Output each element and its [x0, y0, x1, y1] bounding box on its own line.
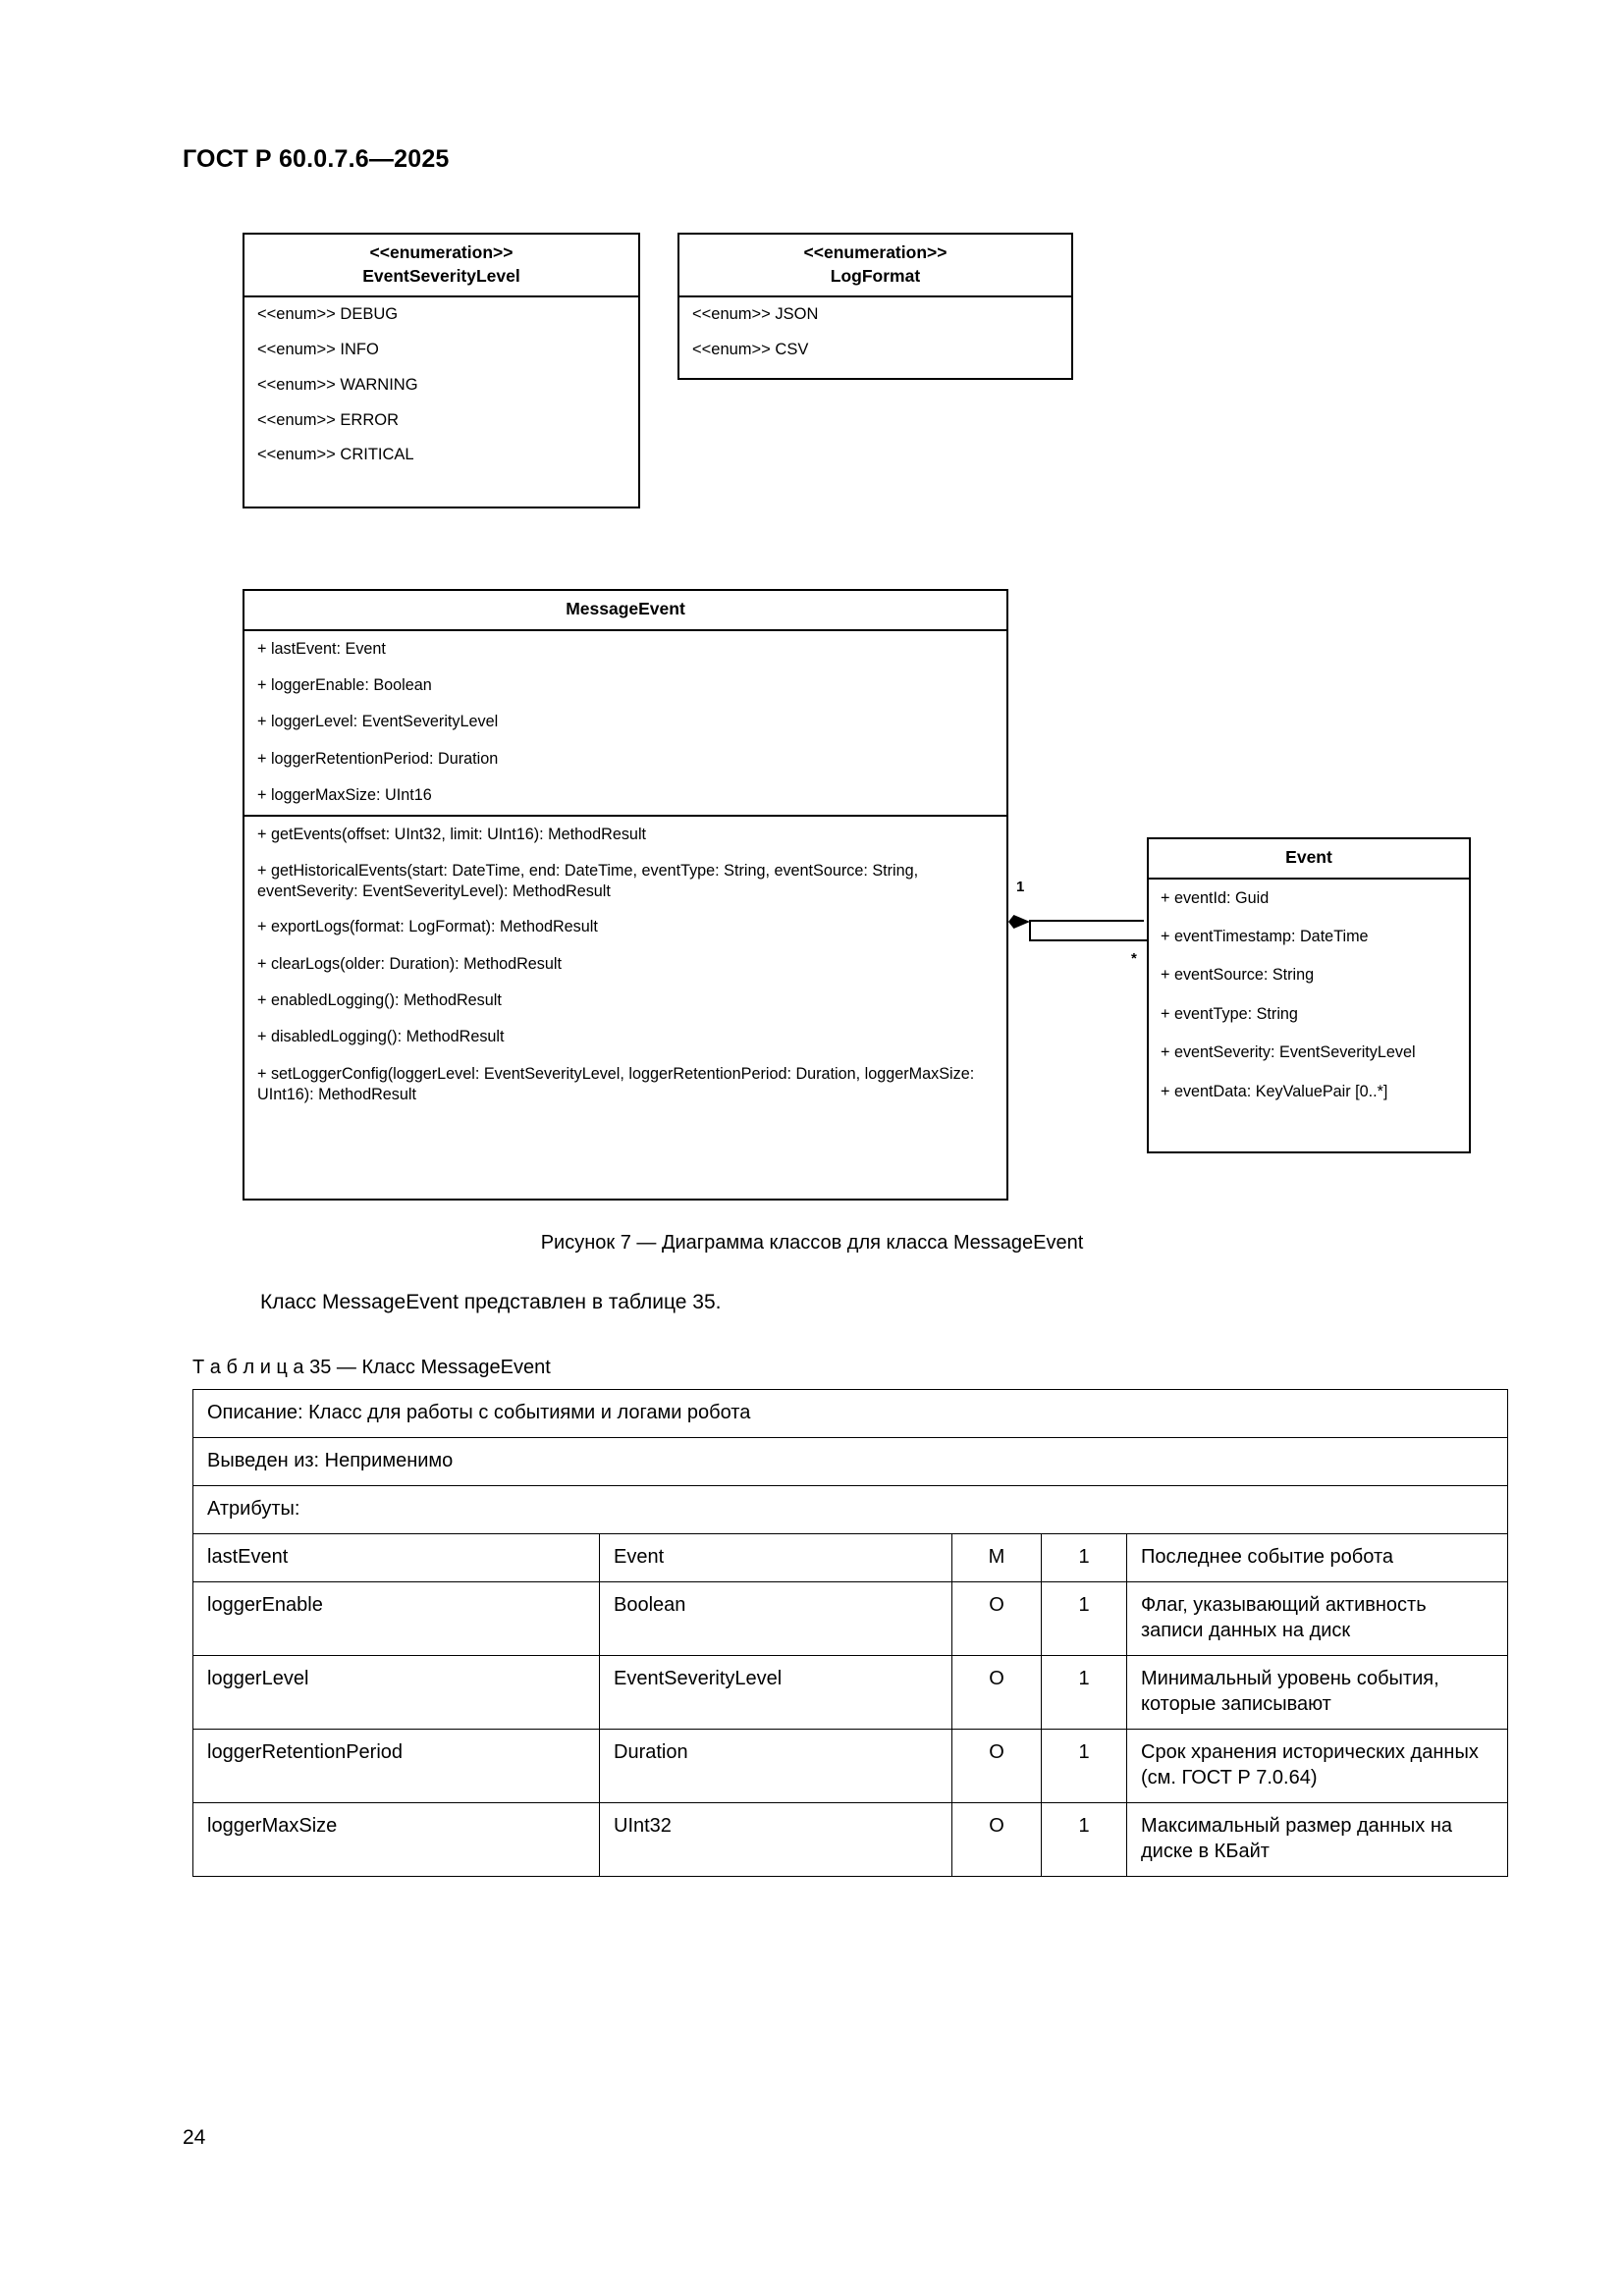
table-row-attributes-header: [193, 1486, 1508, 1534]
table-cell-description: Максимальный размер данных на диске в КБайт: [1127, 1803, 1508, 1877]
table-row: [193, 1656, 1508, 1730]
table-cell-name: loggerRetentionPeriod: [193, 1730, 600, 1803]
table-cell-mo: M: [952, 1534, 1042, 1582]
table-cell-type: UInt32: [600, 1803, 952, 1877]
uml-class-attributes: [1149, 880, 1469, 1111]
table-row: [193, 1582, 1508, 1656]
uml-attribute: + eventTimestamp: DateTime: [1161, 928, 1369, 945]
table-cell-mo: O: [952, 1730, 1042, 1803]
uml-attribute: + loggerRetentionPeriod: Duration: [257, 749, 499, 768]
uml-operation: + setLoggerConfig(loggerLevel: EventSeverityLevel, loggerRetentionPeriod: Duration, loggerMaxSize: UInt16): MethodResult: [257, 1064, 975, 1103]
uml-attribute: + loggerLevel: EventSeverityLevel: [257, 713, 499, 731]
uml-attribute: + lastEvent: Event: [257, 639, 386, 658]
table-cell-cardinality: 1: [1042, 1656, 1127, 1730]
uml-class-messageevent: [243, 589, 1008, 1201]
intro-paragraph: Класс MessageEvent представлен в таблице 35.: [260, 1291, 722, 1313]
uml-enum-literal: <<enum>> WARNING: [257, 375, 418, 394]
uml-association-line-lower: [1029, 939, 1147, 941]
uml-enum-name: EventSeverityLevel: [362, 265, 520, 286]
uml-class-event-title: Event: [1149, 839, 1469, 880]
class-attributes-table: [192, 1389, 1508, 1877]
uml-enum-literal: <<enum>> JSON: [692, 305, 819, 324]
table-cell-type: Boolean: [600, 1582, 952, 1656]
uml-class-operations: [244, 815, 1006, 1113]
uml-enum-literal: <<enum>> CSV: [692, 341, 809, 359]
table-cell-description: Последнее событие робота: [1127, 1534, 1508, 1582]
uml-stereotype: <<enumeration>>: [803, 242, 947, 262]
uml-class-messageevent-title: MessageEvent: [244, 591, 1006, 631]
uml-attribute: + eventData: KeyValuePair [0..*]: [1161, 1082, 1388, 1100]
table-row: [193, 1534, 1508, 1582]
table-cell-mo: O: [952, 1656, 1042, 1730]
uml-operation: + getEvents(offset: UInt32, limit: UInt16): MethodResult: [257, 825, 647, 843]
table-row-derived: [193, 1438, 1508, 1486]
uml-attribute: + loggerMaxSize: UInt16: [257, 786, 432, 805]
table-cell-name: loggerEnable: [193, 1582, 600, 1656]
uml-enum-logformat-title: [679, 235, 1071, 297]
uml-multiplicity-source: 1: [1016, 879, 1025, 895]
uml-association-line: [1029, 920, 1144, 922]
table-cell-cardinality: 1: [1042, 1803, 1127, 1877]
uml-operation: + disabledLogging(): MethodResult: [257, 1028, 505, 1046]
table-cell-mo: O: [952, 1803, 1042, 1877]
uml-operation: + getHistoricalEvents(start: DateTime, end: DateTime, eventType: String, eventSource: String, eventSeverity: EventSeverityLevel): MethodResult: [257, 861, 919, 900]
table-cell-name: loggerLevel: [193, 1656, 600, 1730]
uml-attribute: + eventSource: String: [1161, 966, 1315, 985]
uml-multiplicity-target: *: [1131, 950, 1137, 967]
uml-operation: + enabledLogging(): MethodResult: [257, 991, 502, 1010]
table-cell-type: Duration: [600, 1730, 952, 1803]
table-cell-name: lastEvent: [193, 1534, 600, 1582]
table-row-description: [193, 1390, 1508, 1438]
uml-attribute: + loggerEnable: Boolean: [257, 676, 432, 694]
document-header: ГОСТ Р 60.0.7.6—2025: [183, 145, 450, 173]
table-cell-description: Флаг, указывающий активность записи данных на диск: [1127, 1582, 1508, 1656]
uml-attribute: + eventType: String: [1161, 1004, 1298, 1023]
uml-enum-literal: <<enum>> CRITICAL: [257, 446, 414, 464]
uml-enum-literals: [244, 297, 638, 473]
table-cell-mo: O: [952, 1582, 1042, 1656]
table-cell-type: EventSeverityLevel: [600, 1656, 952, 1730]
table-cell-description: Срок хранения исторических данных (см. ГОСТ Р 7.0.64): [1127, 1730, 1508, 1803]
uml-enum-logformat: [677, 233, 1073, 380]
uml-composition-diamond-icon: [1008, 915, 1030, 929]
uml-enum-literal: <<enum>> INFO: [257, 341, 379, 359]
uml-enum-name: LogFormat: [830, 265, 921, 286]
table-row: [193, 1730, 1508, 1803]
uml-enum-eventseveritylevel: [243, 233, 640, 508]
uml-association-line-vertical: [1029, 920, 1031, 941]
uml-operation: + clearLogs(older: Duration): MethodResult: [257, 954, 562, 973]
table-cell-description: Описание: Класс для работы с событиями и логами робота: [193, 1390, 1508, 1438]
uml-enum-literal: <<enum>> DEBUG: [257, 305, 399, 324]
uml-class-attributes: [244, 631, 1006, 815]
uml-enum-literal: <<enum>> ERROR: [257, 410, 399, 429]
uml-operation: + exportLogs(format: LogFormat): MethodResult: [257, 918, 598, 936]
table-cell-attributes-label: Атрибуты:: [193, 1486, 1508, 1534]
table-row: [193, 1803, 1508, 1877]
figure-caption: Рисунок 7 — Диаграмма классов для класса MessageEvent: [540, 1232, 1084, 1254]
uml-enum-literals: [679, 297, 1071, 368]
page-number: 24: [183, 2126, 206, 2149]
table-cell-cardinality: 1: [1042, 1582, 1127, 1656]
uml-class-event: [1147, 837, 1471, 1153]
uml-attribute: + eventId: Guid: [1161, 888, 1270, 907]
table-cell-derived: Выведен из: Неприменимо: [193, 1438, 1508, 1486]
uml-attribute: + eventSeverity: EventSeverityLevel: [1161, 1043, 1416, 1062]
uml-enum-eventseveritylevel-title: [244, 235, 638, 297]
table-cell-type: Event: [600, 1534, 952, 1582]
table-cell-cardinality: 1: [1042, 1730, 1127, 1803]
table-cell-description: Минимальный уровень события, которые записывают: [1127, 1656, 1508, 1730]
table-cell-name: loggerMaxSize: [193, 1803, 600, 1877]
uml-stereotype: <<enumeration>>: [369, 242, 514, 262]
table-cell-cardinality: 1: [1042, 1534, 1127, 1582]
table-caption: Т а б л и ц а 35 — Класс MessageEvent: [192, 1357, 551, 1378]
